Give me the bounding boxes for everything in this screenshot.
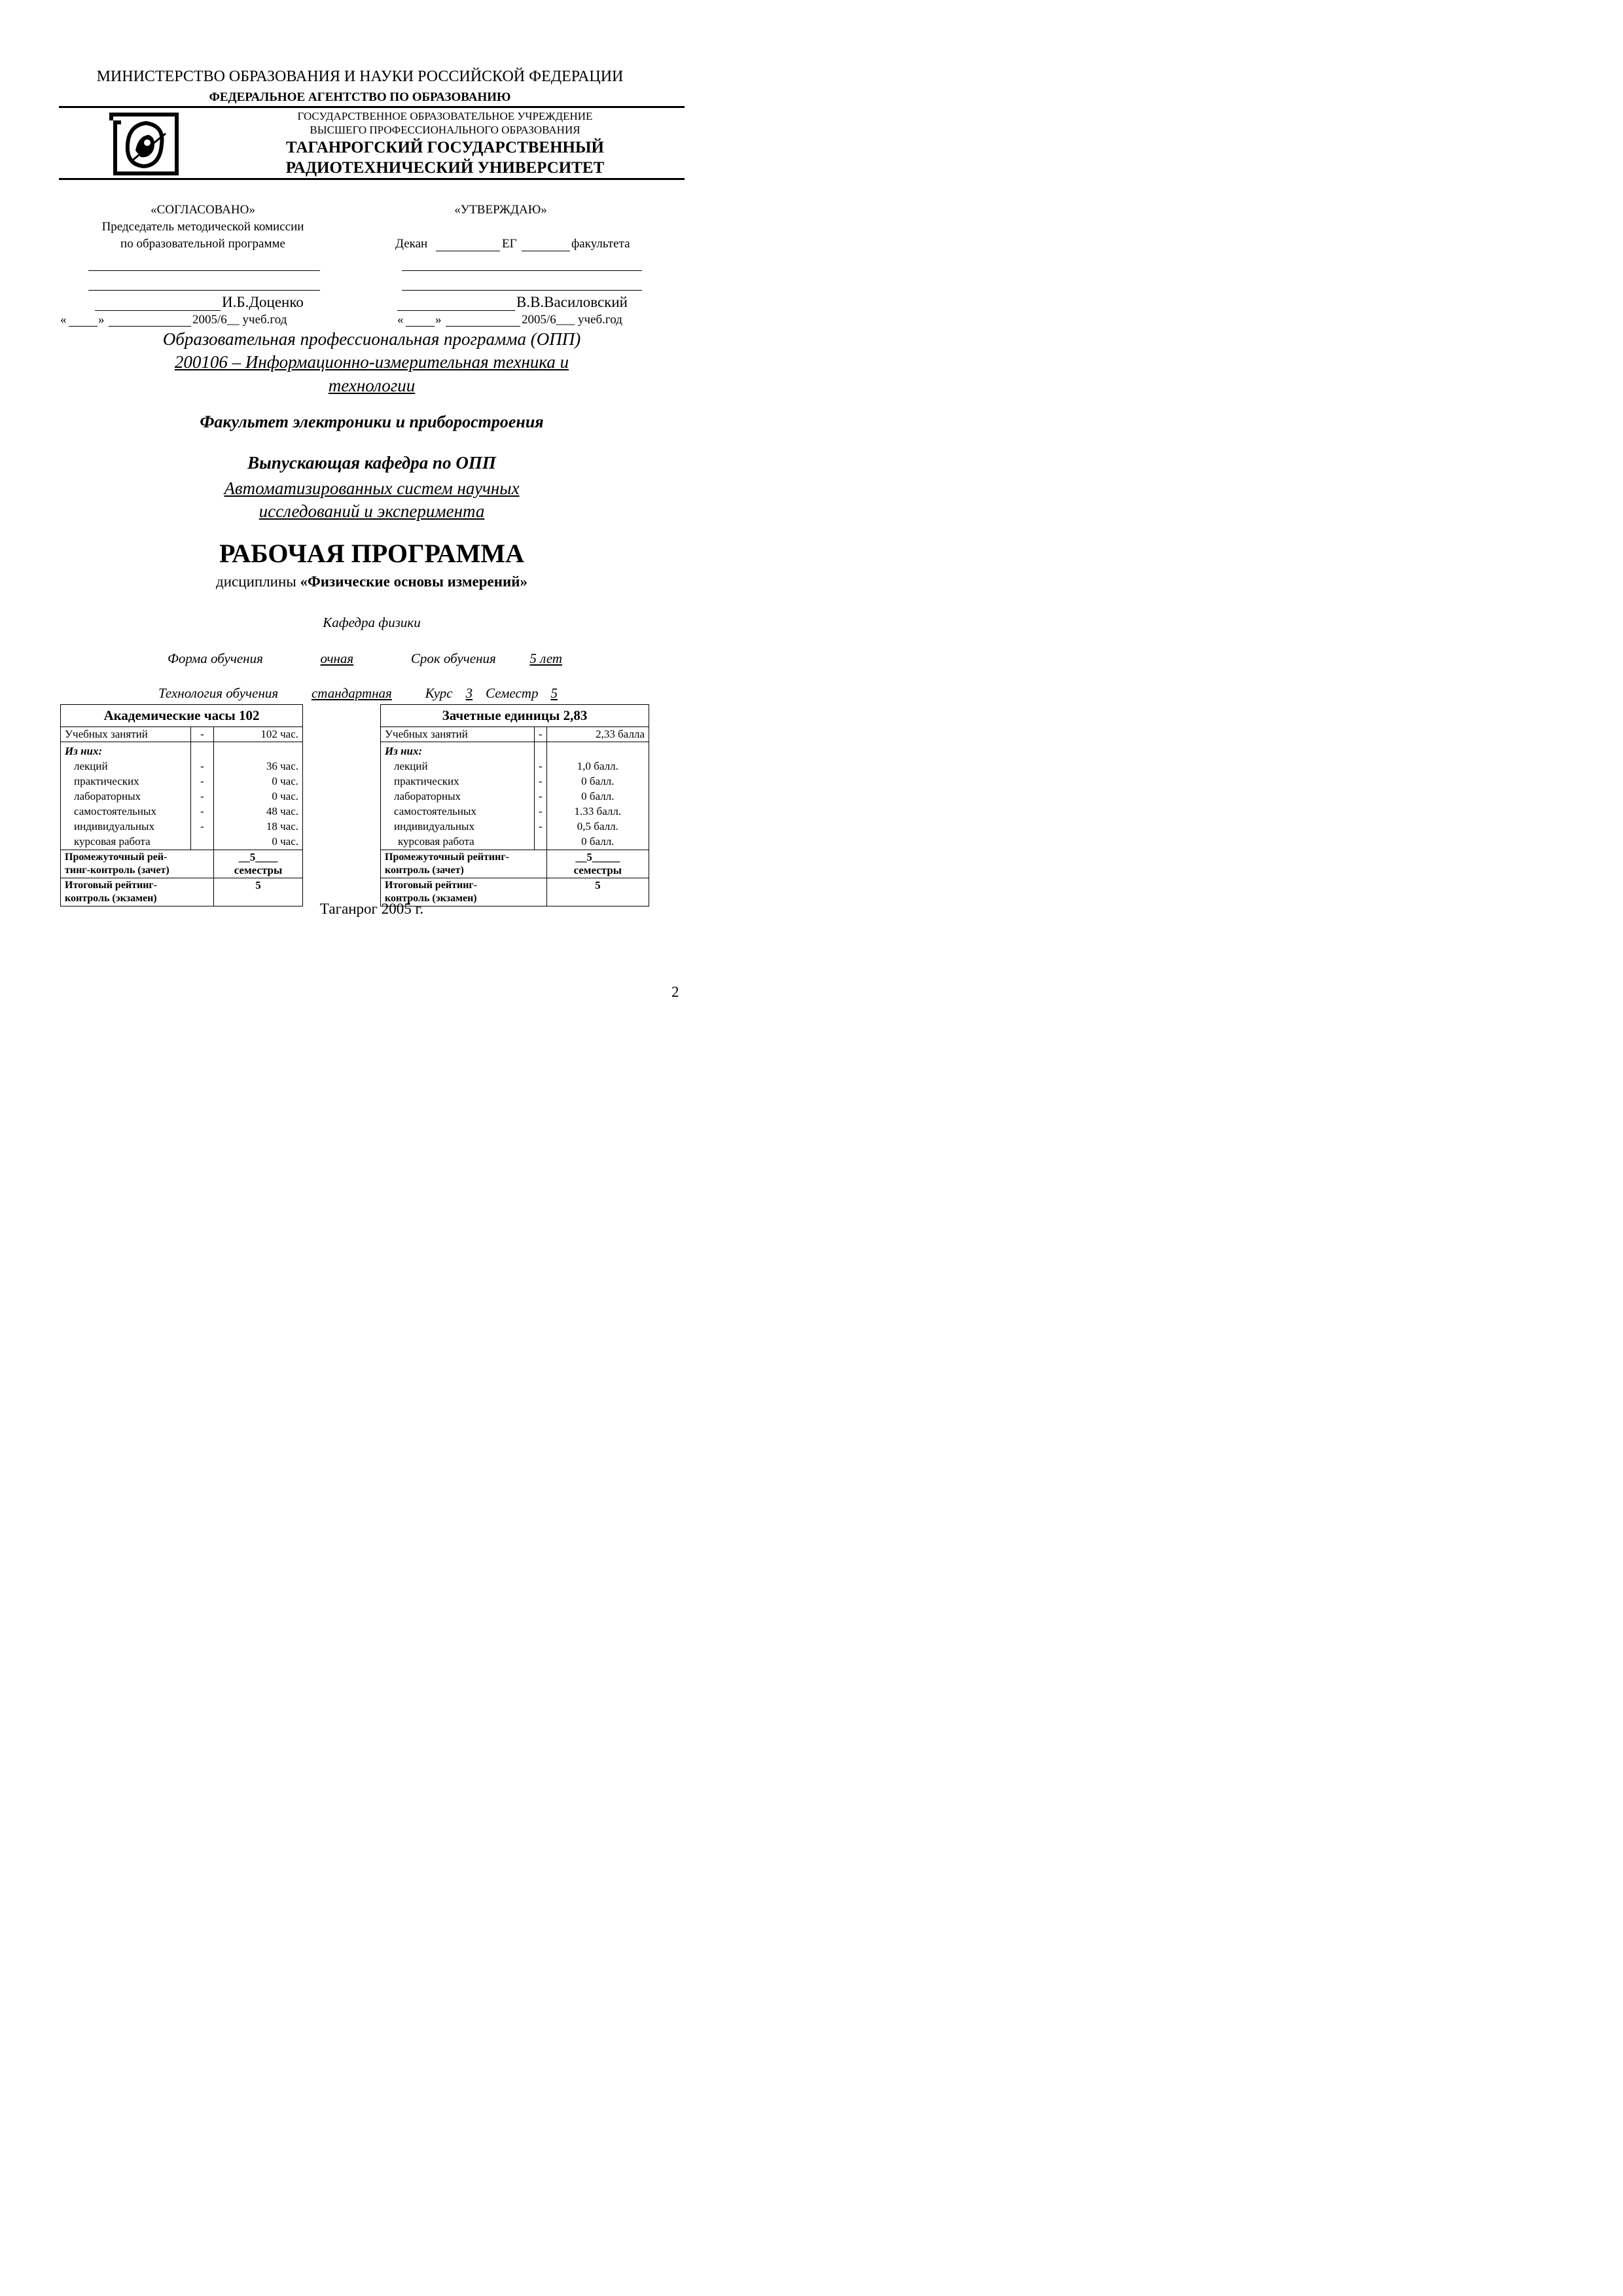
left-date-month-line — [109, 326, 191, 327]
credits-final-value: 5 — [546, 878, 649, 906]
left-signer: И.Б.Доценко — [222, 294, 304, 310]
right-date-month-line — [446, 326, 520, 327]
hours-row-label: практических — [74, 775, 139, 787]
univ-name-line-1: ТАГАНРОГСКИЙ ГОСУДАРСТВЕННЫЙ — [285, 139, 604, 156]
hours-breakdown-dashes — [191, 742, 214, 850]
hours-row-dash: - — [200, 805, 204, 817]
discipline-line — [0, 573, 743, 590]
hours-row-dash — [195, 834, 209, 849]
credits-row-label: самостоятельных — [394, 805, 476, 817]
hours-row-dash: - — [200, 760, 204, 772]
hours-row-value: 18 час. — [266, 820, 298, 833]
left-signature-line-2 — [88, 290, 320, 291]
univ-name-line-2: РАДИОТЕХНИЧЕСКИЙ УНИВЕРСИТЕТ — [285, 159, 605, 177]
credits-row-label: индивидуальных — [394, 820, 474, 833]
hours-row-label: лабораторных — [74, 790, 141, 802]
study-tech-row — [158, 685, 567, 702]
hours-of-them: Из них: — [65, 745, 103, 757]
credits-final-label-1: Итоговый рейтинг- — [385, 880, 478, 891]
credits-row-label: лекций — [394, 760, 428, 772]
credits-final-label-2: контроль (экзамен) — [385, 893, 477, 904]
hours-row-value: 36 час. — [266, 760, 298, 772]
credits-interim-label — [381, 850, 547, 878]
credits-row-value: 1.33 балл. — [574, 805, 622, 817]
hours-table-title: Академические часы 102 — [61, 705, 303, 727]
hours-total-value: 102 час. — [214, 727, 303, 742]
hours-final-label-1: Итоговый рейтинг- — [65, 880, 158, 891]
semester-value: 5 — [550, 685, 558, 701]
credits-total-value: 2,33 балла — [546, 727, 649, 742]
chair-name: Кафедра физики — [323, 615, 421, 630]
form-label: Форма обучения — [168, 651, 263, 666]
academic-hours-table — [60, 704, 303, 906]
course-label: Курс — [425, 685, 453, 701]
discipline-name: «Физические основы измерений» — [300, 573, 527, 590]
left-academic-year: 2005/6__ учеб.год — [192, 313, 287, 327]
hours-row-dash: - — [200, 775, 204, 787]
hours-interim-value-1: __5____ — [238, 851, 278, 863]
program-line-3: технологии — [328, 376, 416, 395]
univ-type-line-2: ВЫСШЕГО ПРОФЕССИОНАЛЬНОГО ОБРАЗОВАНИЯ — [310, 124, 580, 136]
program-line-2: 200106 – Информационно-измерительная техника и — [174, 352, 569, 372]
credits-row-dash: - — [539, 820, 543, 833]
right-academic-year: 2005/6___ учеб.год — [522, 313, 622, 327]
term-value: 5 лет — [529, 651, 563, 666]
credits-total-label: Учебных занятий — [381, 727, 535, 742]
credits-row-value: 0 балл. — [581, 790, 615, 802]
credits-interim-value-2: семестры — [573, 864, 622, 876]
header-bottom-rule — [59, 178, 685, 180]
approval-left-title: «СОГЛАСОВАНО» — [151, 203, 255, 217]
term-label: Срок обучения — [410, 651, 496, 666]
approval-left-line-1: Председатель методической комиссии — [101, 220, 304, 234]
hours-row-label: самостоятельных — [74, 805, 156, 817]
dept-line-2: исследований и эксперимента — [259, 501, 485, 521]
semester-label: Семестр — [486, 685, 539, 701]
city-year: Таганрог 2005 г. — [319, 901, 424, 917]
credits-row-value: 0 балл. — [581, 835, 615, 848]
credits-row-label: курсовая работа — [398, 835, 474, 848]
discipline-prefix: дисциплины — [216, 573, 300, 590]
left-date-open: « — [60, 313, 67, 327]
credit-units-table — [380, 704, 649, 906]
credits-interim-label-1: Промежуточный рейтинг- — [385, 852, 509, 863]
credits-row-dash: - — [539, 760, 543, 772]
hours-row-value: 0 час. — [272, 775, 298, 787]
program-line-1: Образовательная профессиональная программа (ОПП) — [162, 329, 581, 349]
credits-row-value: 0 балл. — [581, 775, 615, 787]
credits-breakdown-labels — [381, 742, 535, 850]
hours-total-dash: - — [191, 727, 214, 742]
right-date-open: « — [397, 313, 404, 327]
hours-final-value: 5 — [214, 878, 303, 906]
course-value: 3 — [465, 685, 473, 701]
hours-row-dash: - — [200, 790, 204, 802]
left-date-day-line — [69, 326, 98, 327]
graduating-dept-label: Выпускающая кафедра по ОПП — [247, 453, 496, 473]
left-date-close: » — [98, 313, 105, 327]
right-signature-line-3 — [397, 310, 515, 311]
credits-row-dash: - — [539, 790, 543, 802]
hours-interim-label — [61, 850, 214, 878]
right-signer: В.В.Василовский — [516, 294, 628, 310]
right-date-day-line — [406, 326, 435, 327]
credits-interim-value — [546, 850, 649, 878]
faculty-name: Факультет электроники и приборостроения — [200, 412, 544, 431]
credits-row-dash — [539, 834, 543, 849]
tech-label: Технология обучения — [158, 685, 279, 701]
credits-row-dash: - — [539, 775, 543, 787]
credits-breakdown-dashes — [535, 742, 547, 850]
credits-breakdown-values — [546, 742, 649, 850]
credits-row-value: 1,0 балл. — [577, 760, 618, 772]
approval-left-line-2: по образовательной программе — [120, 237, 285, 251]
faculty-word: факультета — [571, 237, 630, 251]
hours-interim-label-2: тинг-контроль (зачет) — [65, 865, 169, 876]
left-signature-line-3 — [95, 310, 221, 311]
approval-right-title: «УТВЕРЖДАЮ» — [454, 203, 547, 217]
credits-interim-label-2: контроль (зачет) — [385, 865, 464, 876]
credits-total-dash: - — [535, 727, 547, 742]
ministry-name: МИНИСТЕРСТВО ОБРАЗОВАНИЯ И НАУКИ РОССИЙСКОЙ ФЕДЕРАЦИИ — [96, 68, 624, 85]
credits-row-label: практических — [394, 775, 459, 787]
faculty-code: ЕГ — [502, 237, 517, 251]
page-number: 2 — [671, 984, 679, 1000]
document-title: РАБОЧАЯ ПРОГРАММА — [219, 539, 525, 568]
left-signature-line-1 — [88, 270, 320, 271]
hours-row-label: курсовая работа — [74, 835, 151, 848]
hours-row-value: 48 час. — [266, 805, 298, 817]
form-value: очная — [320, 651, 354, 666]
right-signature-line-1 — [402, 270, 642, 271]
hours-total-label: Учебных занятий — [61, 727, 191, 742]
header-top-rule — [59, 106, 685, 108]
hours-interim-value-2: семестры — [234, 864, 283, 876]
hours-row-label: лекций — [74, 760, 108, 772]
hours-breakdown-labels — [61, 742, 191, 850]
credits-row-value: 0,5 балл. — [577, 820, 618, 833]
study-form-row — [168, 651, 562, 667]
right-signature-line-2 — [402, 290, 642, 291]
credits-row-label: лабораторных — [394, 790, 461, 802]
right-date-close: » — [435, 313, 442, 327]
credits-table-title: Зачетные единицы 2,83 — [381, 705, 649, 727]
credits-row-dash: - — [539, 805, 543, 817]
hours-final-label-2: контроль (экзамен) — [65, 893, 157, 904]
credits-of-them: Из них: — [385, 745, 423, 757]
hours-row-value: 0 час. — [272, 835, 298, 848]
dept-line-1: Автоматизированных систем научных — [224, 478, 520, 498]
hours-row-label: индивидуальных — [74, 820, 154, 833]
tech-value: стандартная — [311, 685, 392, 701]
credits-interim-value-1: __5_____ — [575, 851, 620, 863]
univ-type-line-1: ГОСУДАРСТВЕННОЕ ОБРАЗОВАТЕЛЬНОЕ УЧРЕЖДЕНИЕ — [297, 110, 593, 122]
hours-interim-label-1: Промежуточный рей- — [65, 852, 168, 863]
agency-name: ФЕДЕРАЛЬНОЕ АГЕНТСТВО ПО ОБРАЗОВАНИЮ — [209, 90, 511, 104]
university-logo — [108, 111, 180, 177]
dean-label: Декан — [395, 237, 428, 251]
hours-row-value: 0 час. — [272, 790, 298, 802]
hours-row-dash: - — [200, 820, 204, 833]
hours-breakdown-values — [214, 742, 303, 850]
hours-interim-value — [214, 850, 303, 878]
